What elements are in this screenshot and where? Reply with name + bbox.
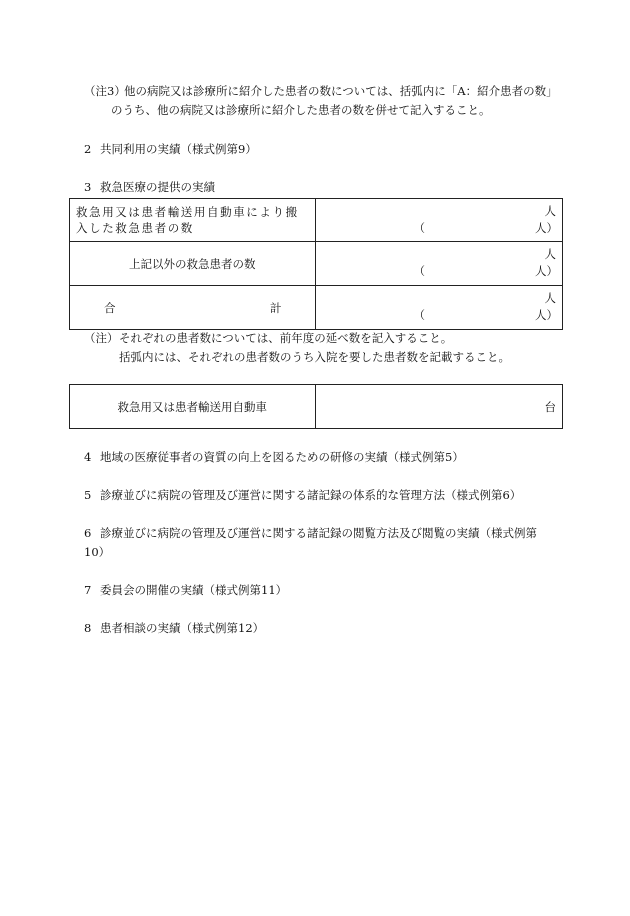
section-7-title: 委員会の開催の実績（様式例第11） xyxy=(100,583,288,597)
section-4-number: 4 xyxy=(84,450,92,464)
section-5-number: 5 xyxy=(84,488,92,502)
table-row xyxy=(70,199,563,242)
row3-unit: 人 xyxy=(544,291,556,305)
section-6-title-line2: 10） xyxy=(84,545,111,559)
row3-label-b: 計 xyxy=(270,301,282,315)
row1-paren-open: （ xyxy=(413,221,425,235)
section-4-title: 地域の医療従事者の資質の向上を図るための研修の実績（様式例第5） xyxy=(100,450,464,464)
section-6-number: 6 xyxy=(84,526,92,540)
row3-paren-open: （ xyxy=(413,308,425,322)
note-label: （注） xyxy=(84,331,119,345)
row1-value-cell xyxy=(315,199,563,242)
section-3-title: 救急医療の提供の実績 xyxy=(100,180,215,194)
table-row xyxy=(70,286,563,330)
row3-label-a: 合 xyxy=(104,301,116,315)
row3-paren-close: 人） xyxy=(535,308,558,322)
note3-line1: 他の病院又は診療所に紹介した患者の数については、括弧内に「A：紹介患者の数」 xyxy=(124,84,558,98)
row3-label-cell xyxy=(70,286,316,330)
section-5-title: 診療並びに病院の管理及び運営に関する諸記録の体系的な管理方法（様式例第6） xyxy=(100,488,522,502)
note3-label: （注3） xyxy=(84,84,126,98)
section-8-title: 患者相談の実績（様式例第12） xyxy=(100,621,265,635)
section-2-title: 共同利用の実績（様式例第9） xyxy=(100,142,257,156)
vehicle-unit: 台 xyxy=(544,400,556,414)
row1-paren-close: 人） xyxy=(535,221,558,235)
row1-label-cell xyxy=(70,199,316,242)
vehicle-value-cell xyxy=(315,385,563,429)
section-6-title-line1: 診療並びに病院の管理及び運営に関する諸記録の閲覧方法及び閲覧の実績（様式例第 xyxy=(100,526,537,540)
row2-paren-open: （ xyxy=(413,264,425,278)
vehicle-label: 救急用又は患者輸送用自動車 xyxy=(117,400,267,414)
row2-value-cell xyxy=(315,242,563,286)
section-8-number: 8 xyxy=(84,621,92,635)
emergency-patient-table xyxy=(69,198,563,330)
row3-value-cell xyxy=(315,286,563,330)
section-3-number: 3 xyxy=(84,180,92,194)
row1-label-line1: 救急用又は患者輸送用自動車により搬 xyxy=(76,205,299,219)
note-line1: それぞれの患者数については、前年度の延べ数を記入すること。 xyxy=(119,331,453,345)
note3-line2: のうち、他の病院又は診療所に紹介した患者の数を併せて記入すること。 xyxy=(111,103,491,117)
row2-paren-close: 人） xyxy=(535,264,558,278)
row2-label-cell xyxy=(70,242,316,286)
vehicle-label-cell xyxy=(70,385,316,429)
note-line2: 括弧内には、それぞれの患者数のうち入院を要した患者数を記載すること。 xyxy=(119,350,510,364)
row1-unit: 人 xyxy=(544,204,556,218)
table-row xyxy=(70,242,563,286)
table-row xyxy=(70,385,563,429)
section-7-number: 7 xyxy=(84,583,92,597)
vehicle-table xyxy=(69,384,563,429)
row2-label: 上記以外の救急患者の数 xyxy=(129,257,256,271)
row1-label-line2: 入した救急患者の数 xyxy=(76,221,194,235)
row2-unit: 人 xyxy=(544,247,556,261)
section-2-number: 2 xyxy=(84,142,92,156)
